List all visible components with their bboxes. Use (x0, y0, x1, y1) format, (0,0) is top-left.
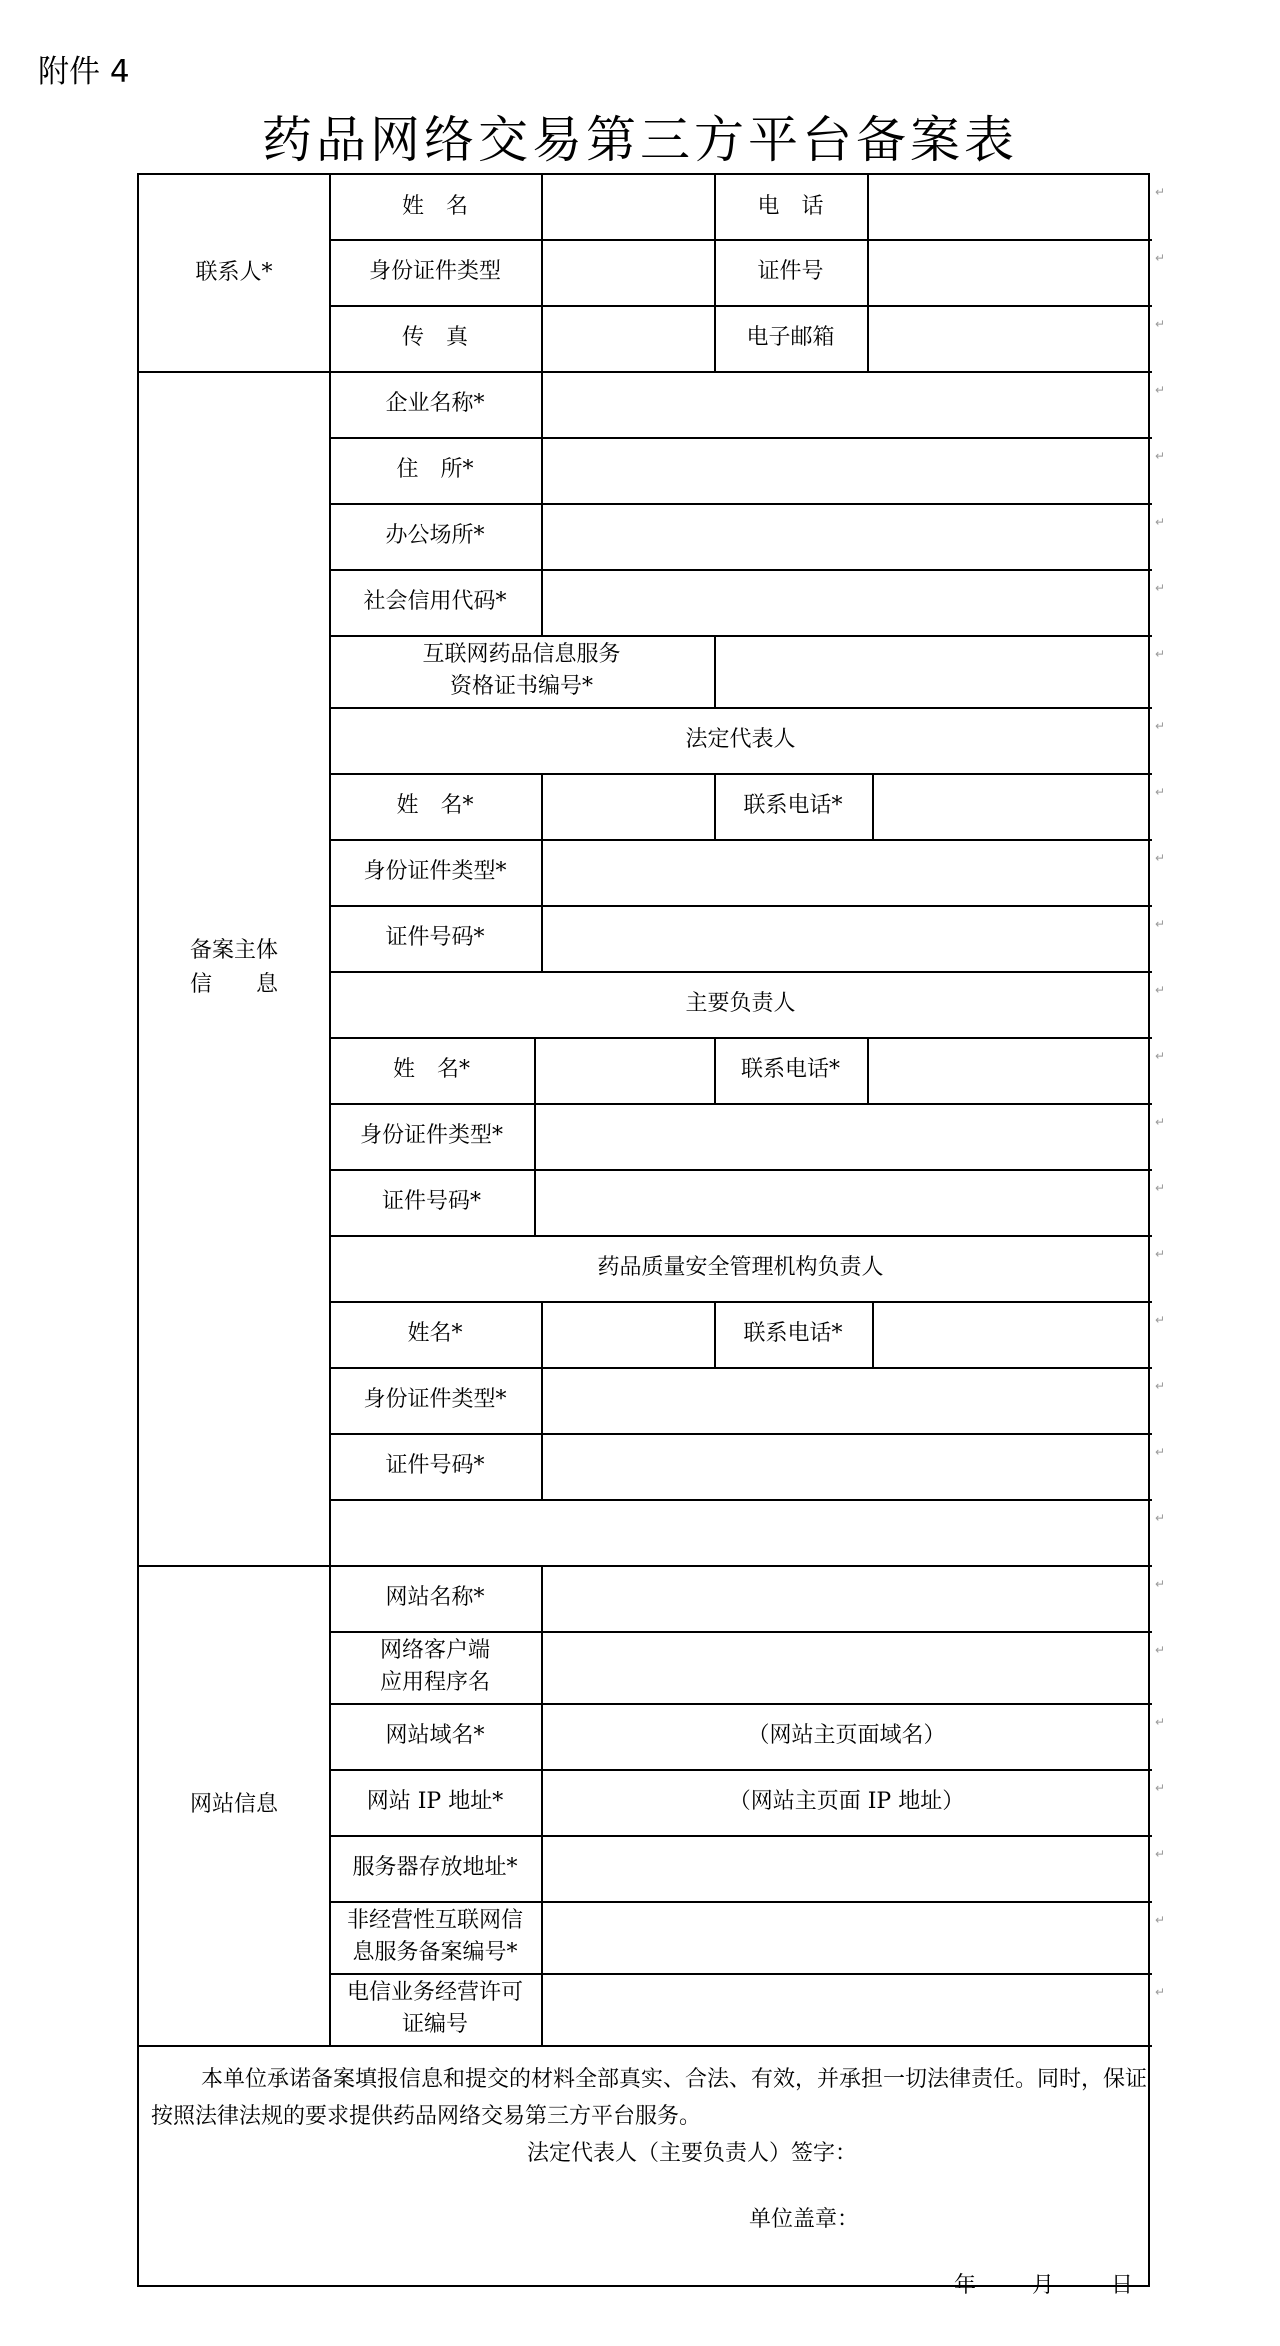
paragraph-mark-icon: ↵ (1155, 383, 1166, 397)
contact-id-type-label: 身份证件类型 (368, 258, 501, 284)
credit-code-field[interactable] (541, 569, 1152, 635)
contact-phone-label: 电 话 (757, 193, 824, 219)
paragraph-mark-icon: ↵ (1155, 917, 1166, 931)
icp-cert-label (329, 635, 714, 707)
domain-label: 网站域名* (385, 1722, 485, 1748)
principal-id-type-label: 身份证件类型* (359, 1122, 503, 1148)
quality-phone-field[interactable] (872, 1301, 1152, 1367)
server-addr-field[interactable] (541, 1835, 1152, 1901)
telecom-license-label-line1: 电信业务经营许可 (346, 1980, 523, 2006)
credit-code-label: 社会信用代码* (363, 588, 507, 614)
company-name-field[interactable] (541, 371, 1152, 437)
website-section-label: 网站信息 (189, 1791, 278, 1817)
paragraph-mark-icon: ↵ (1155, 785, 1166, 799)
contact-id-no-field[interactable] (867, 239, 1152, 305)
office-label: 办公场所* (385, 522, 485, 548)
quality-name-label: 姓名* (407, 1320, 463, 1346)
year-label: 年 (954, 2273, 977, 2298)
contact-email-field[interactable] (867, 305, 1152, 371)
paragraph-mark-icon: ↵ (1155, 1985, 1166, 1999)
entity-section-label-line1: 备案主体 (189, 937, 278, 963)
icp-cert-label-line2: 资格证书编号* (449, 674, 593, 699)
entity-section-label (139, 371, 329, 1565)
client-app-label (329, 1631, 541, 1703)
paragraph-mark-icon: ↵ (1155, 1115, 1166, 1129)
legal-rep-name-label: 姓 名* (396, 792, 474, 818)
client-app-label-line2: 应用程序名 (379, 1670, 490, 1695)
paragraph-mark-icon: ↵ (1155, 251, 1166, 265)
paragraph-mark-icon: ↵ (1155, 1577, 1166, 1591)
seal-label: 单位盖章： (749, 2207, 860, 2232)
quality-id-type-field[interactable] (541, 1367, 1152, 1433)
principal-heading: 主要负责人 (685, 990, 796, 1016)
icp-cert-field[interactable] (714, 635, 1152, 707)
quality-id-no-label: 证件号码* (385, 1452, 485, 1478)
paragraph-mark-icon: ↵ (1155, 851, 1166, 865)
quality-phone-label: 联系电话* (743, 1320, 843, 1346)
client-app-label-line1: 网络客户端 (379, 1638, 490, 1664)
ip-field[interactable]: （网站主页面 IP 地址） (728, 1788, 965, 1814)
quality-id-type-label: 身份证件类型* (363, 1386, 507, 1412)
principal-id-no-field[interactable] (534, 1169, 1152, 1235)
site-name-label: 网站名称* (385, 1584, 485, 1610)
quality-name-field[interactable] (541, 1301, 714, 1367)
noncommercial-label (329, 1901, 541, 1973)
icp-cert-label-line1: 互联网药品信息服务 (422, 642, 621, 668)
telecom-license-label (329, 1973, 541, 2045)
paragraph-mark-icon: ↵ (1155, 1715, 1166, 1729)
month-label: 月 (1032, 2273, 1055, 2298)
paragraph-mark-icon: ↵ (1155, 515, 1166, 529)
legal-rep-id-type-label: 身份证件类型* (363, 858, 507, 884)
principal-name-field[interactable] (534, 1037, 714, 1103)
site-name-field[interactable] (541, 1565, 1152, 1631)
contact-name-field[interactable] (541, 175, 714, 239)
client-app-field[interactable] (541, 1631, 1152, 1703)
ip-label: 网站 IP 地址* (366, 1788, 504, 1814)
domain-field[interactable]: （网站主页面域名） (747, 1722, 946, 1748)
contact-id-no-label: 证件号 (757, 258, 824, 284)
declaration-text: 本单位承诺备案填报信息和提交的材料全部真实、合法、有效，并承担一切法律责任。同时，保证按照法律法规的要求提供药品网络交易第三方平台服务。 (151, 2067, 1148, 2129)
legal-rep-id-no-field[interactable] (541, 905, 1152, 971)
server-addr-label: 服务器存放地址* (352, 1854, 518, 1880)
paragraph-mark-icon: ↵ (1155, 1847, 1166, 1861)
paragraph-mark-icon: ↵ (1155, 1511, 1166, 1525)
paragraph-mark-icon: ↵ (1155, 1247, 1166, 1261)
paragraph-mark-icon: ↵ (1155, 983, 1166, 997)
contact-id-type-field[interactable] (541, 239, 714, 305)
legal-rep-heading: 法定代表人 (685, 726, 796, 752)
entity-section-label-line2: 信 息 (189, 972, 278, 997)
address-field[interactable] (541, 437, 1152, 503)
paragraph-mark-icon: ↵ (1155, 1379, 1166, 1393)
legal-rep-phone-label: 联系电话* (743, 792, 843, 818)
principal-name-label: 姓 名* (392, 1056, 470, 1082)
noncommercial-label-line2: 息服务备案编号* (352, 1940, 518, 1965)
legal-rep-id-no-label: 证件号码* (385, 924, 485, 950)
paragraph-mark-icon: ↵ (1155, 185, 1166, 199)
paragraph-mark-icon: ↵ (1155, 317, 1166, 331)
principal-phone-field[interactable] (867, 1037, 1152, 1103)
quality-heading: 药品质量安全管理机构负责人 (597, 1254, 884, 1280)
noncommercial-field[interactable] (541, 1901, 1152, 1973)
contact-fax-label: 传 真 (401, 324, 468, 350)
paragraph-mark-icon: ↵ (1155, 1181, 1166, 1195)
attachment-label: 附件 4 (38, 54, 130, 90)
page-title: 药品网络交易第三方平台备案表 (262, 111, 1018, 169)
contact-fax-field[interactable] (541, 305, 714, 371)
paragraph-mark-icon: ↵ (1155, 719, 1166, 733)
paragraph-mark-icon: ↵ (1155, 1643, 1166, 1657)
telecom-license-field[interactable] (541, 1973, 1152, 2045)
address-label: 住 所* (396, 456, 474, 482)
paragraph-mark-icon: ↵ (1155, 1049, 1166, 1063)
contact-name-label: 姓 名 (401, 193, 468, 219)
contact-phone-field[interactable] (867, 175, 1152, 239)
paragraph-mark-icon: ↵ (1155, 647, 1166, 661)
paragraph-mark-icon: ↵ (1155, 1781, 1166, 1795)
noncommercial-label-line1: 非经营性互联网信 (346, 1908, 523, 1934)
contact-section-label: 联系人* (195, 259, 273, 285)
principal-phone-label: 联系电话* (740, 1056, 840, 1082)
company-name-label: 企业名称* (385, 390, 485, 416)
legal-rep-phone-field[interactable] (872, 773, 1152, 839)
contact-email-label: 电子邮箱 (746, 324, 835, 350)
filing-form (137, 173, 1166, 2298)
quality-id-no-field[interactable] (541, 1433, 1152, 1499)
legal-rep-name-field[interactable] (541, 773, 714, 839)
paragraph-mark-icon: ↵ (1155, 1445, 1166, 1459)
principal-id-no-label: 证件号码* (381, 1188, 481, 1214)
signature-label: 法定代表人（主要负责人）签字： (527, 2141, 858, 2166)
office-field[interactable] (541, 503, 1152, 569)
paragraph-mark-icon: ↵ (1155, 1913, 1166, 1927)
paragraph-mark-icon: ↵ (1155, 1313, 1166, 1327)
paragraph-mark-icon: ↵ (1155, 449, 1166, 463)
principal-id-type-field[interactable] (534, 1103, 1152, 1169)
paragraph-mark-icon: ↵ (1155, 581, 1166, 595)
day-label: 日 (1111, 2273, 1134, 2298)
telecom-license-label-line2: 证编号 (401, 2012, 468, 2037)
legal-rep-id-type-field[interactable] (541, 839, 1152, 905)
